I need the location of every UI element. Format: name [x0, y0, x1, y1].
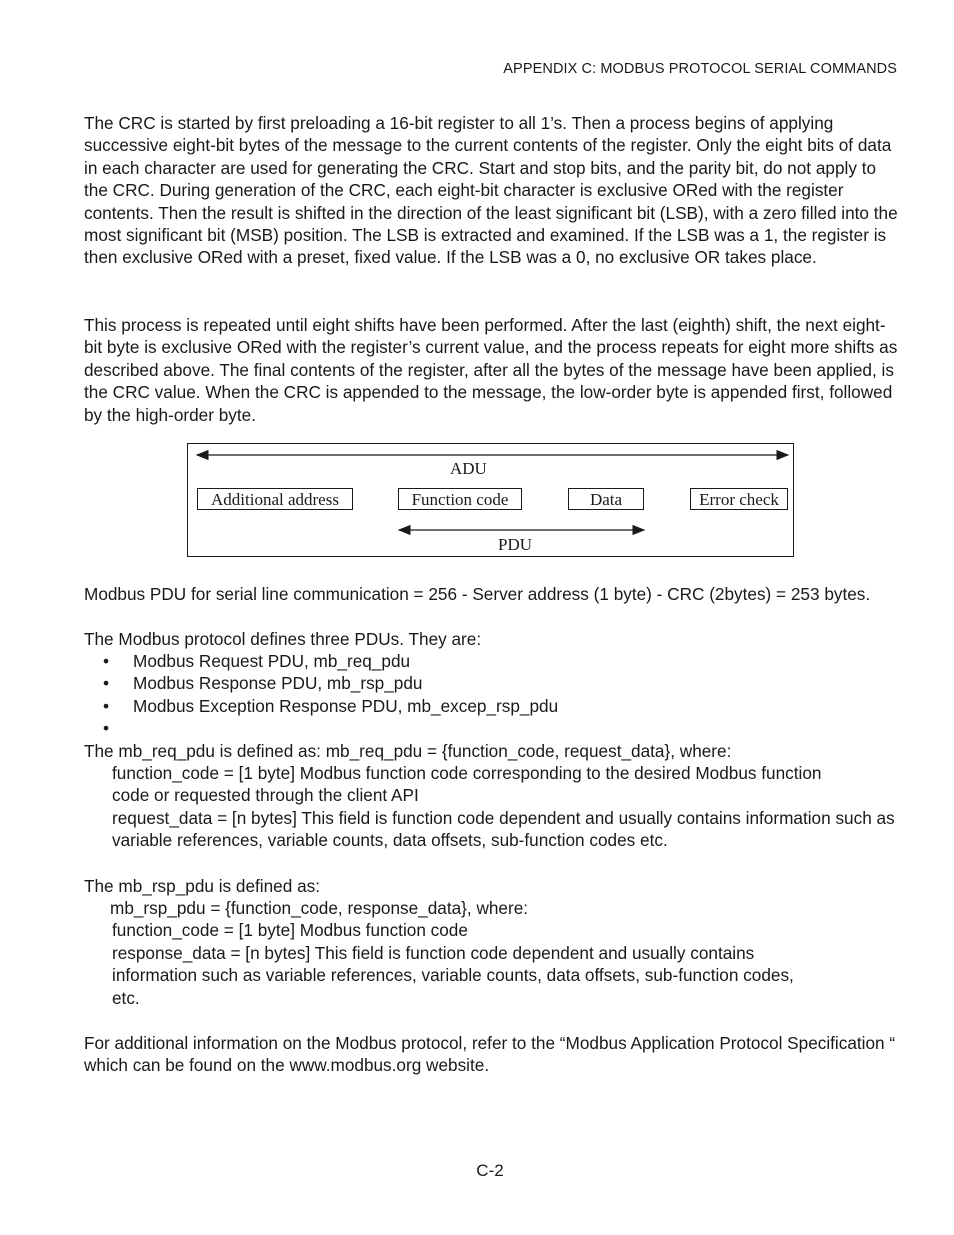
- box-function-code: Function code: [398, 488, 522, 510]
- pdu-bullet-list: [84, 650, 558, 740]
- box-additional-address: Additional address: [197, 488, 353, 510]
- rsp-response-data: response_data = [n bytes] This field is function code dependent and usually contains information such as variable references, variable counts, data offsets, sub-function codes, etc.: [112, 943, 794, 1008]
- paragraph-crc-process: This process is repeated until eight shifts have been performed. After the last (eighth) shift, the next eight-bit byte is exclusive ORed with the register’s current value, and the process repeats for eight more shifts as described above. The final contents of the register, after all the bytes of the message have been applied, is the CRC value. When the CRC is appended to the message, the low-order byte is appended first, followed by the high-order byte.: [84, 315, 898, 425]
- list-item: [84, 717, 558, 739]
- page-header: APPENDIX C: MODBUS PROTOCOL SERIAL COMMANDS: [503, 61, 897, 77]
- list-item: • Modbus Exception Response PDU, mb_excep_rsp_pdu: [103, 695, 559, 716]
- box-data: Data: [568, 488, 644, 510]
- page-number: C-2: [476, 1161, 504, 1180]
- bullet-marker: •: [103, 651, 110, 671]
- paragraph-closing: For additional information on the Modbus protocol, refer to the “Modbus Application Protocol Specification “ which can be found on the www.modbus.org website.: [84, 1033, 896, 1076]
- list-item: • Modbus Response PDU, mb_rsp_pdu: [103, 673, 423, 694]
- rsp-pdu-intro: The mb_rsp_pdu is defined as:: [84, 876, 320, 896]
- bullet-marker: •: [103, 718, 110, 739]
- rsp-function-code: function_code = [1 byte] Modbus function code: [112, 920, 468, 940]
- paragraph-pdu-types: The Modbus protocol defines three PDUs. They are:: [84, 629, 482, 649]
- list-item: • Modbus Request PDU, mb_req_pdu: [103, 651, 411, 671]
- adu-pdu-diagram: [187, 443, 794, 557]
- req-pdu-intro: The mb_req_pdu is defined as: mb_req_pdu = {function_code, request_data}, where:: [84, 741, 732, 761]
- box-error-check: Error check: [690, 488, 788, 510]
- bullet-marker: •: [103, 695, 110, 716]
- adu-label: ADU: [450, 459, 487, 478]
- bullet-marker: •: [103, 673, 110, 694]
- req-function-code: function_code = [1 byte] Modbus function code corresponding to the desired Modbus function code or requested through the client API: [112, 763, 822, 806]
- paragraph-crc-intro: The CRC is started by first preloading a 16-bit register to all 1’s. Then a process begins of applying successive eight-bit bytes of the message to the current contents of the register. Only the eight bits of data in each character are used for generating the CRC. Start and stop bits, and the parity bit, do not apply to the CRC. During generation of the CRC, each eight-bit character is exclusive ORed with the register contents. Then the result is shifted in the direction of the least significant bit (LSB), with a zero filled into the most significant bit (MSB) position. The LSB is extracted and examined. If the LSB was a 1, the register is then exclusive ORed with a preset, fixed value. If the LSB was a 0, no exclusive OR takes place.: [84, 113, 898, 268]
- pdu-label: PDU: [498, 535, 533, 554]
- paragraph-pdu-size: Modbus PDU for serial line communication = 256 - Server address (1 byte) - CRC (2bytes) = 253 bytes.: [84, 584, 871, 604]
- rsp-pdu-definition: mb_rsp_pdu = {function_code, response_data}, where:: [110, 898, 529, 918]
- req-request-data: request_data = [n bytes] This field is function code dependent and usually contains information such as variable references, variable counts, data offsets, sub-function codes etc.: [112, 808, 895, 851]
